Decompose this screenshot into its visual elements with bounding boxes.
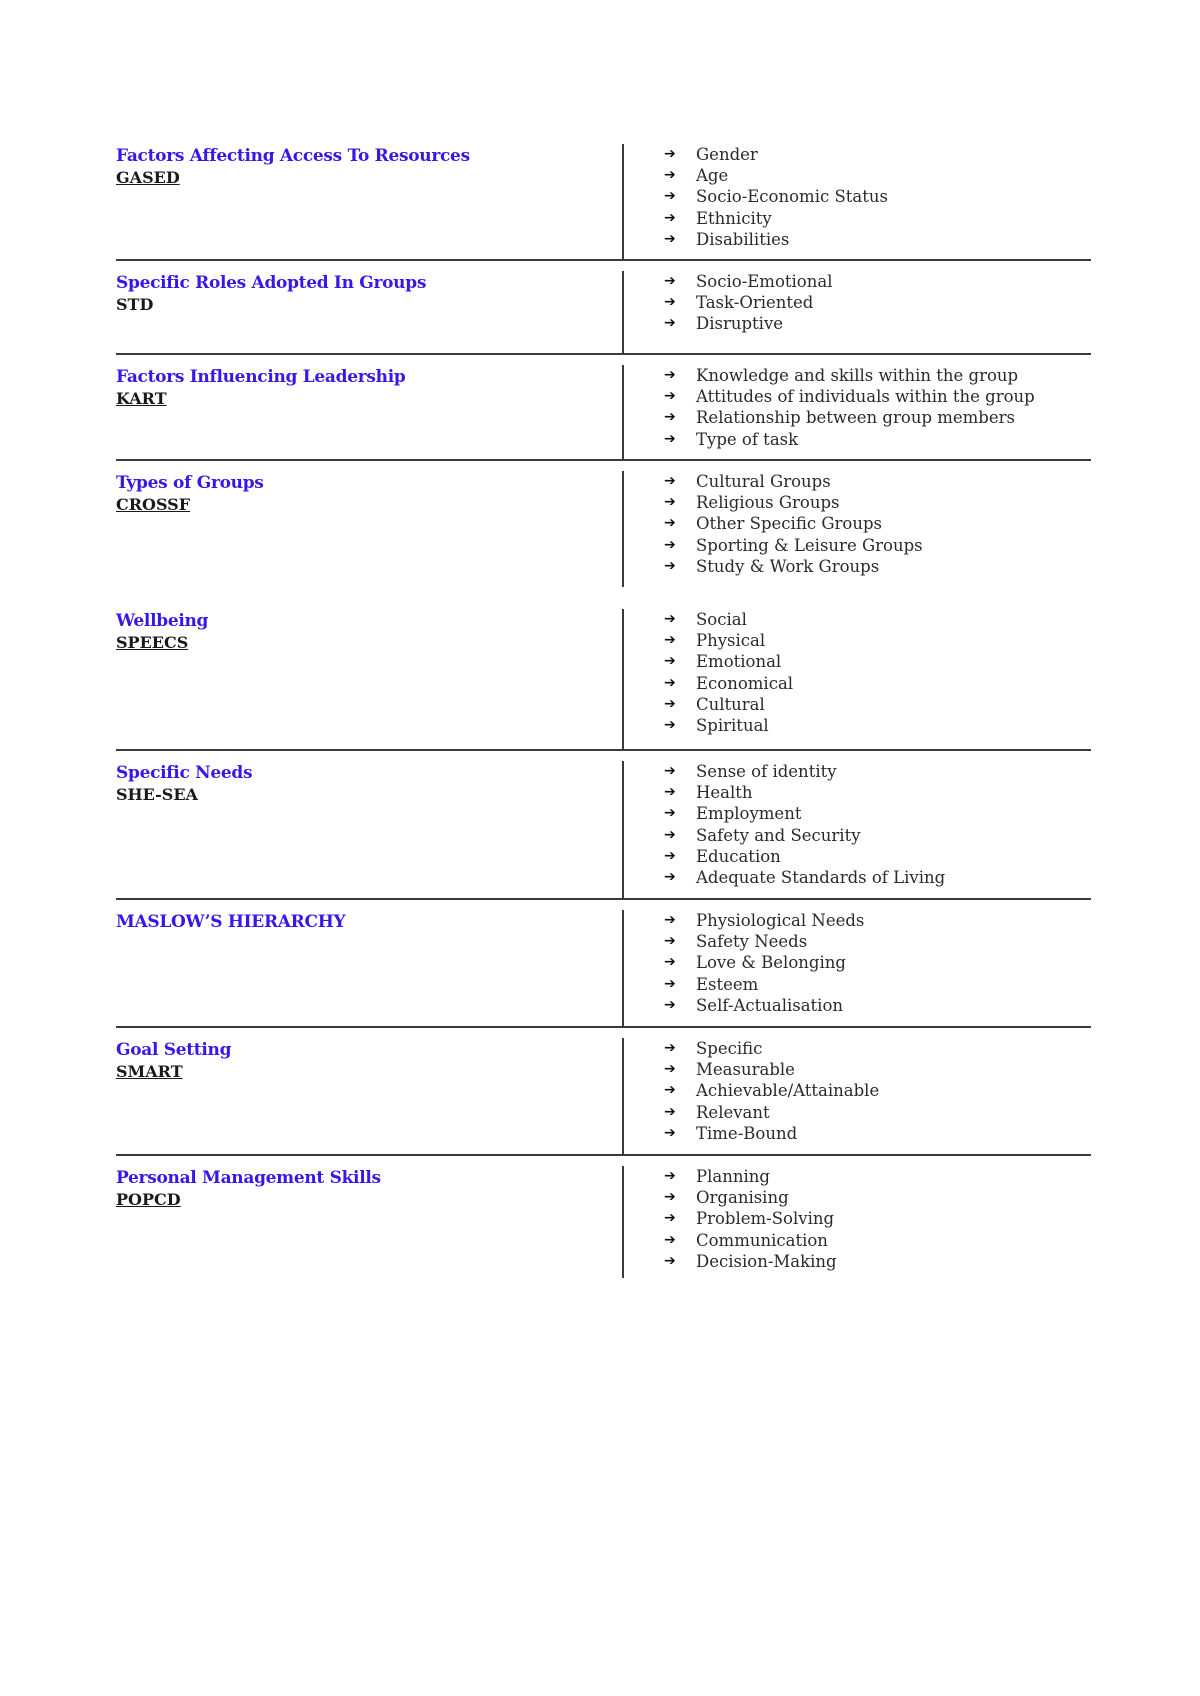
list-item: ➔ Achievable/Attainable [664, 1081, 880, 1101]
arrow-icon: ➔ [664, 473, 676, 489]
arrow-icon: ➔ [664, 653, 676, 670]
list-item: ➔ Socio-Economic Status [664, 187, 888, 207]
section-mnemonic: KART [116, 389, 167, 408]
section-heading-cell [116, 910, 624, 1026]
section-title: Goal Setting [116, 1040, 232, 1060]
section-row [116, 461, 1091, 587]
list-item: ➔ Specific [664, 1039, 763, 1058]
item-list [664, 365, 1091, 450]
arrow-icon: ➔ [664, 975, 676, 992]
table-break [116, 587, 1091, 599]
list-item: ➔ Cultural [664, 694, 765, 714]
list-item: ➔ Measurable [664, 1060, 795, 1080]
section-heading-cell [116, 761, 624, 898]
list-item: ➔ Ethnicity [664, 208, 772, 228]
section-row [116, 355, 1091, 461]
section-mnemonic: SPEECS [116, 633, 189, 652]
arrow-icon: ➔ [664, 515, 676, 532]
section-items-cell [624, 144, 1091, 259]
list-item: ➔ Attitudes of individuals within the group [664, 387, 1035, 407]
list-item: ➔ Gender [664, 145, 758, 164]
arrow-icon: ➔ [664, 611, 676, 627]
arrow-icon: ➔ [664, 167, 676, 184]
item-list [664, 144, 1091, 250]
arrow-icon: ➔ [664, 1189, 676, 1206]
section-items-cell [624, 910, 1091, 1026]
arrow-icon: ➔ [664, 273, 676, 289]
list-item: ➔ Economical [664, 673, 794, 693]
arrow-icon: ➔ [664, 409, 676, 426]
list-item: ➔ Religious Groups [664, 493, 840, 513]
section-row [116, 599, 1091, 751]
list-item: ➔ Esteem [664, 974, 759, 994]
arrow-icon: ➔ [664, 388, 676, 405]
list-item: ➔ Disabilities [664, 229, 790, 249]
arrow-icon: ➔ [664, 826, 676, 843]
list-item: ➔ Type of task [664, 429, 799, 449]
list-item: ➔ Cultural Groups [664, 472, 831, 491]
list-item: ➔ Health [664, 783, 753, 803]
section-mnemonic: SHE-SEA [116, 785, 198, 804]
section-items-cell [624, 1166, 1091, 1278]
list-item: ➔ Relationship between group members [664, 408, 1015, 428]
arrow-icon: ➔ [664, 1210, 676, 1227]
section-title: Factors Affecting Access To Resources [116, 146, 470, 166]
list-item: ➔ Sense of identity [664, 762, 837, 781]
list-item: ➔ Relevant [664, 1102, 770, 1122]
arrow-icon: ➔ [664, 1061, 676, 1078]
list-item: ➔ Social [664, 610, 747, 629]
arrow-icon: ➔ [664, 209, 676, 226]
arrow-icon: ➔ [664, 674, 676, 691]
list-item: ➔ Emotional [664, 652, 782, 672]
section-items-cell [624, 609, 1091, 749]
list-item: ➔ Problem-Solving [664, 1209, 835, 1229]
list-item: ➔ Disruptive [664, 314, 784, 334]
arrow-icon: ➔ [664, 717, 676, 734]
section-title: Specific Roles Adopted In Groups [116, 273, 427, 293]
item-list [664, 471, 1091, 577]
arrow-icon: ➔ [664, 1168, 676, 1184]
section-mnemonic: STD [116, 295, 154, 314]
arrow-icon: ➔ [664, 933, 676, 950]
section-heading-cell [116, 471, 624, 587]
arrow-icon: ➔ [664, 695, 676, 712]
arrow-icon: ➔ [664, 315, 676, 332]
arrow-icon: ➔ [664, 1103, 676, 1120]
section-mnemonic: SMART [116, 1062, 183, 1081]
section-title: Specific Needs [116, 763, 253, 783]
list-item: ➔ Self-Actualisation [664, 995, 844, 1015]
section-items-cell [624, 1038, 1091, 1154]
list-item: ➔ Safety and Security [664, 825, 861, 845]
item-list [664, 1166, 1091, 1272]
arrow-icon: ➔ [664, 954, 676, 971]
arrow-icon: ➔ [664, 912, 676, 928]
section-mnemonic: POPCD [116, 1190, 181, 1209]
arrow-icon: ➔ [664, 632, 676, 649]
arrow-icon: ➔ [664, 869, 676, 886]
list-item: ➔ Planning [664, 1167, 770, 1186]
arrow-icon: ➔ [664, 847, 676, 864]
list-item: ➔ Employment [664, 804, 802, 824]
list-item: ➔ Organising [664, 1188, 789, 1208]
arrow-icon: ➔ [664, 188, 676, 205]
section-heading-cell [116, 1038, 624, 1154]
arrow-icon: ➔ [664, 1082, 676, 1099]
arrow-icon: ➔ [664, 294, 676, 311]
item-list [664, 910, 1091, 1016]
arrow-icon: ➔ [664, 763, 676, 779]
arrow-icon: ➔ [664, 430, 676, 447]
section-items-cell [624, 271, 1091, 353]
section-title: Wellbeing [116, 611, 209, 631]
section-row [116, 144, 1091, 261]
arrow-icon: ➔ [664, 557, 676, 574]
section-items-cell [624, 761, 1091, 898]
section-heading-cell [116, 144, 624, 259]
list-item: ➔ Education [664, 846, 781, 866]
item-list [664, 271, 1091, 335]
list-item: ➔ Adequate Standards of Living [664, 868, 946, 888]
arrow-icon: ➔ [664, 230, 676, 247]
section-title: Personal Management Skills [116, 1168, 381, 1188]
arrow-icon: ➔ [664, 146, 676, 162]
item-list [664, 609, 1091, 736]
item-list [664, 761, 1091, 888]
list-item: ➔ Sporting & Leisure Groups [664, 535, 923, 555]
list-item: ➔ Task-Oriented [664, 293, 814, 313]
section-heading-cell [116, 365, 624, 459]
section-title: MASLOW’S HIERARCHY [116, 912, 346, 932]
arrow-icon: ➔ [664, 1231, 676, 1248]
section-heading-cell [116, 609, 624, 749]
list-item: ➔ Time-Bound [664, 1123, 798, 1143]
section-items-cell [624, 365, 1091, 459]
arrow-icon: ➔ [664, 996, 676, 1013]
arrow-icon: ➔ [664, 1124, 676, 1141]
section-heading-cell [116, 271, 624, 353]
list-item: ➔ Communication [664, 1230, 828, 1250]
arrow-icon: ➔ [664, 367, 676, 383]
list-item: ➔ Age [664, 166, 729, 186]
list-item: ➔ Study & Work Groups [664, 556, 880, 576]
section-row [116, 1156, 1091, 1278]
section-row [116, 751, 1091, 900]
arrow-icon: ➔ [664, 494, 676, 511]
item-list [664, 1038, 1091, 1144]
section-mnemonic: GASED [116, 168, 180, 187]
section-title: Factors Influencing Leadership [116, 367, 406, 387]
arrow-icon: ➔ [664, 805, 676, 822]
list-item: ➔ Decision-Making [664, 1251, 837, 1271]
list-item: ➔ Socio-Emotional [664, 272, 833, 291]
list-item: ➔ Love & Belonging [664, 953, 846, 973]
arrow-icon: ➔ [664, 1252, 676, 1269]
mnemonic-table [116, 144, 1091, 1278]
list-item: ➔ Knowledge and skills within the group [664, 366, 1019, 385]
list-item: ➔ Safety Needs [664, 932, 808, 952]
arrow-icon: ➔ [664, 536, 676, 553]
arrow-icon: ➔ [664, 1040, 676, 1056]
section-row [116, 261, 1091, 355]
list-item: ➔ Other Specific Groups [664, 514, 882, 534]
section-heading-cell [116, 1166, 624, 1278]
arrow-icon: ➔ [664, 784, 676, 801]
section-row [116, 1028, 1091, 1156]
section-mnemonic: CROSSF [116, 495, 191, 514]
section-items-cell [624, 471, 1091, 587]
section-title: Types of Groups [116, 473, 264, 493]
list-item: ➔ Physiological Needs [664, 911, 865, 930]
list-item: ➔ Physical [664, 631, 766, 651]
section-row [116, 900, 1091, 1028]
list-item: ➔ Spiritual [664, 716, 769, 736]
